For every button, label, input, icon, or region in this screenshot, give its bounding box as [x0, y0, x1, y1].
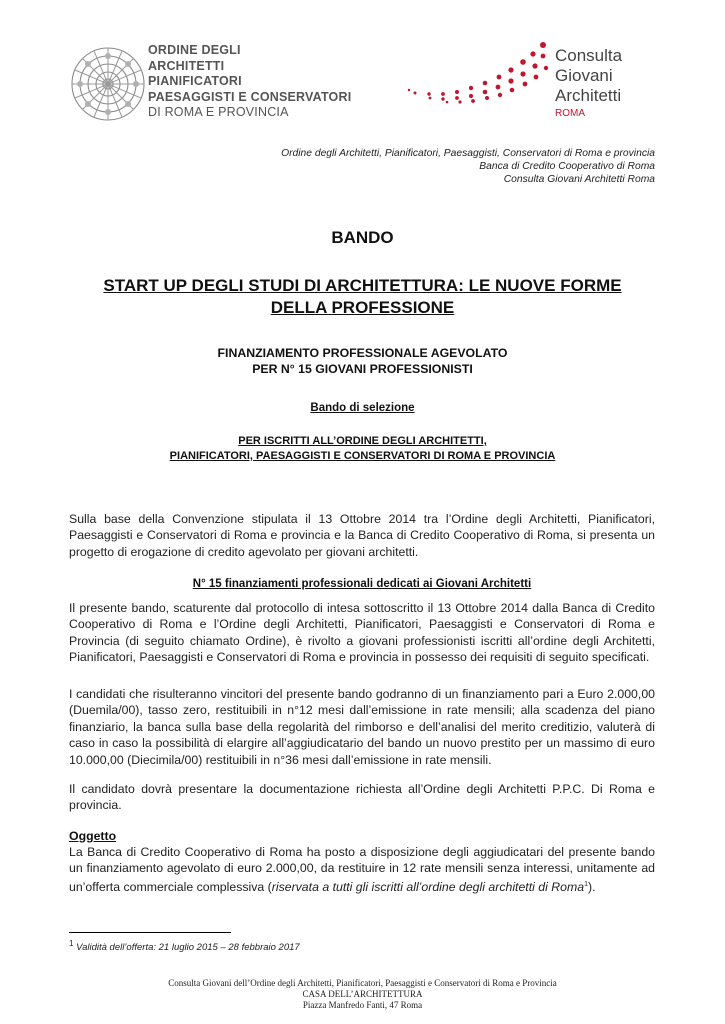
subheading-finanziamenti: N° 15 finanziamenti professionali dedicati ai Giovani Architetti — [192, 578, 532, 590]
title-start-up — [60, 275, 665, 319]
page-footer — [60, 978, 665, 1011]
ordine-logo-text — [148, 43, 351, 121]
oggetto-end: ). — [587, 879, 596, 894]
title-fin-line: FINANZIAMENTO PROFESSIONALE AGEVOLATO — [217, 346, 508, 360]
paragraph-2: I candidati che risulteranno vincitori del presente bando godranno di un finanziamento pari a Euro 2.000,00 (Duemila/00), tasso zero, restituibili in n°12 mesi dall’emissione in rate mensili; alla scadenza del piano finanziario, la banca sulla base della regolarità del rimborso e dell’analisi del merito creditizio, valuterà di caso in caso la possibilità di elargire all’aggiudicatario del bando un nuovo prestito per un massimo di euro 10.000,00 (Diecimila/00) restituibili in n°36 mesi dall’emissione in rate mensili. — [69, 687, 655, 767]
footnote-ref[interactable]: 1 — [584, 880, 588, 888]
footer-line: CASA DELL’ARCHITETTURA — [302, 989, 423, 999]
header-line: Consulta Giovani Architetti Roma — [503, 174, 655, 185]
header-line: Ordine degli Architetti, Pianificatori, Paesaggisti, Conservatori di Roma e provincia — [281, 148, 655, 159]
title-finanziamento — [60, 345, 665, 377]
consulta-logo-roma: ROMA — [555, 108, 585, 119]
paragraph-oggetto — [69, 844, 655, 895]
ordine-logo-line: ORDINE DEGLI — [148, 43, 241, 57]
title-fin-line: PER N° 15 GIOVANI PROFESSIONISTI — [252, 362, 473, 376]
ordine-logo-line: DI ROMA E PROVINCIA — [148, 105, 289, 119]
oggetto-italic-text: riservata a tutti gli iscritti all’ordine degli architetti di Roma — [271, 879, 585, 894]
title-bando: BANDO — [331, 228, 394, 247]
footnote-number: 1 — [69, 939, 74, 948]
consulta-logo-text — [555, 46, 622, 122]
intro-paragraph: Sulla base della Convenzione stipulata il 13 Ottobre 2014 tra l’Ordine degli Architetti, Pianificatori, Paesaggisti e Conservatori di Roma e provincia e la Banca di Credito Cooperativo di Roma, si presenta un progetto di erogazione di credito agevolato per giovani architetti. — [69, 512, 655, 559]
consulta-logo-line: Consulta — [555, 46, 623, 65]
consulta-logo-line: Architetti — [555, 86, 622, 105]
oggetto-text: La Banca di Credito Cooperativo di Roma ha posto a disposizione degli aggiudicatari del presente bando un finanziamento agevolato di euro 2.000,00, da restituire in 12 rate mensili senza interessi, unitamente ad un’offerta commerciale complessiva ( — [69, 845, 655, 894]
ordine-logo-line: PIANIFICATORI — [148, 74, 242, 88]
paragraph-1: Il presente bando, scaturente dal protocollo di intesa sottoscritto il 13 Ottobre 2014 dalla Banca di Credito Cooperativo di Roma e l’Ordine degli Architetti, Pianificatori, Paesaggisti e Conservatori di Roma e Provincia (di seguito chiamato Ordine), è rivolto a giovani professionisti iscritti all’ordine degli Architetti, Pianificatori, Paesaggisti e Conservatori di Roma e provincia in possesso dei requisiti di seguito specificati. — [69, 601, 655, 665]
footer-line: Consulta Giovani dell’Ordine degli Architetti, Pianificatori, Paesaggisti e Conservatori di Roma e Provincia — [168, 978, 557, 988]
consulta-logo — [405, 40, 665, 135]
title-iscritti — [60, 434, 665, 464]
footnote — [69, 939, 300, 953]
rosette-emblem-icon — [68, 40, 148, 128]
ordine-logo-line: ARCHITETTI — [148, 58, 225, 73]
title-start-up-line: DELLA PROFESSIONE — [270, 298, 455, 317]
consulta-logo-line: Giovani — [555, 66, 613, 85]
title-start-up-line: START UP DEGLI STUDI DI ARCHITETTURA: LE NUOVE FORME — [103, 276, 622, 295]
oggetto-heading: Oggetto — [69, 829, 117, 843]
title-iscritti-line: PIANIFICATORI, PAESAGGISTI E CONSERVATORI DI ROMA E PROVINCIA — [169, 450, 556, 462]
paragraph-3: Il candidato dovrà presentare la documentazione richiesta all’Ordine degli Architetti P.P.C. Di Roma e provincia. — [69, 782, 655, 813]
ordine-logo — [68, 40, 368, 135]
footnote-text: Validità dell’offerta: 21 luglio 2015 – 28 febbraio 2017 — [76, 942, 300, 954]
footer-line: Piazza Manfredo Fanti, 47 Roma — [302, 1000, 423, 1010]
title-iscritti-line: PER ISCRITTI ALL’ORDINE DEGLI ARCHITETTI, — [238, 435, 487, 447]
header-line: Banca di Credito Cooperativo di Roma — [479, 161, 655, 172]
footnote-divider — [69, 932, 231, 933]
header-lines — [281, 147, 655, 186]
ordine-logo-line: PAESAGGISTI E CONSERVATORI — [148, 89, 352, 104]
consulta-dots-icon — [405, 40, 555, 130]
title-selezione: Bando di selezione — [310, 402, 415, 414]
